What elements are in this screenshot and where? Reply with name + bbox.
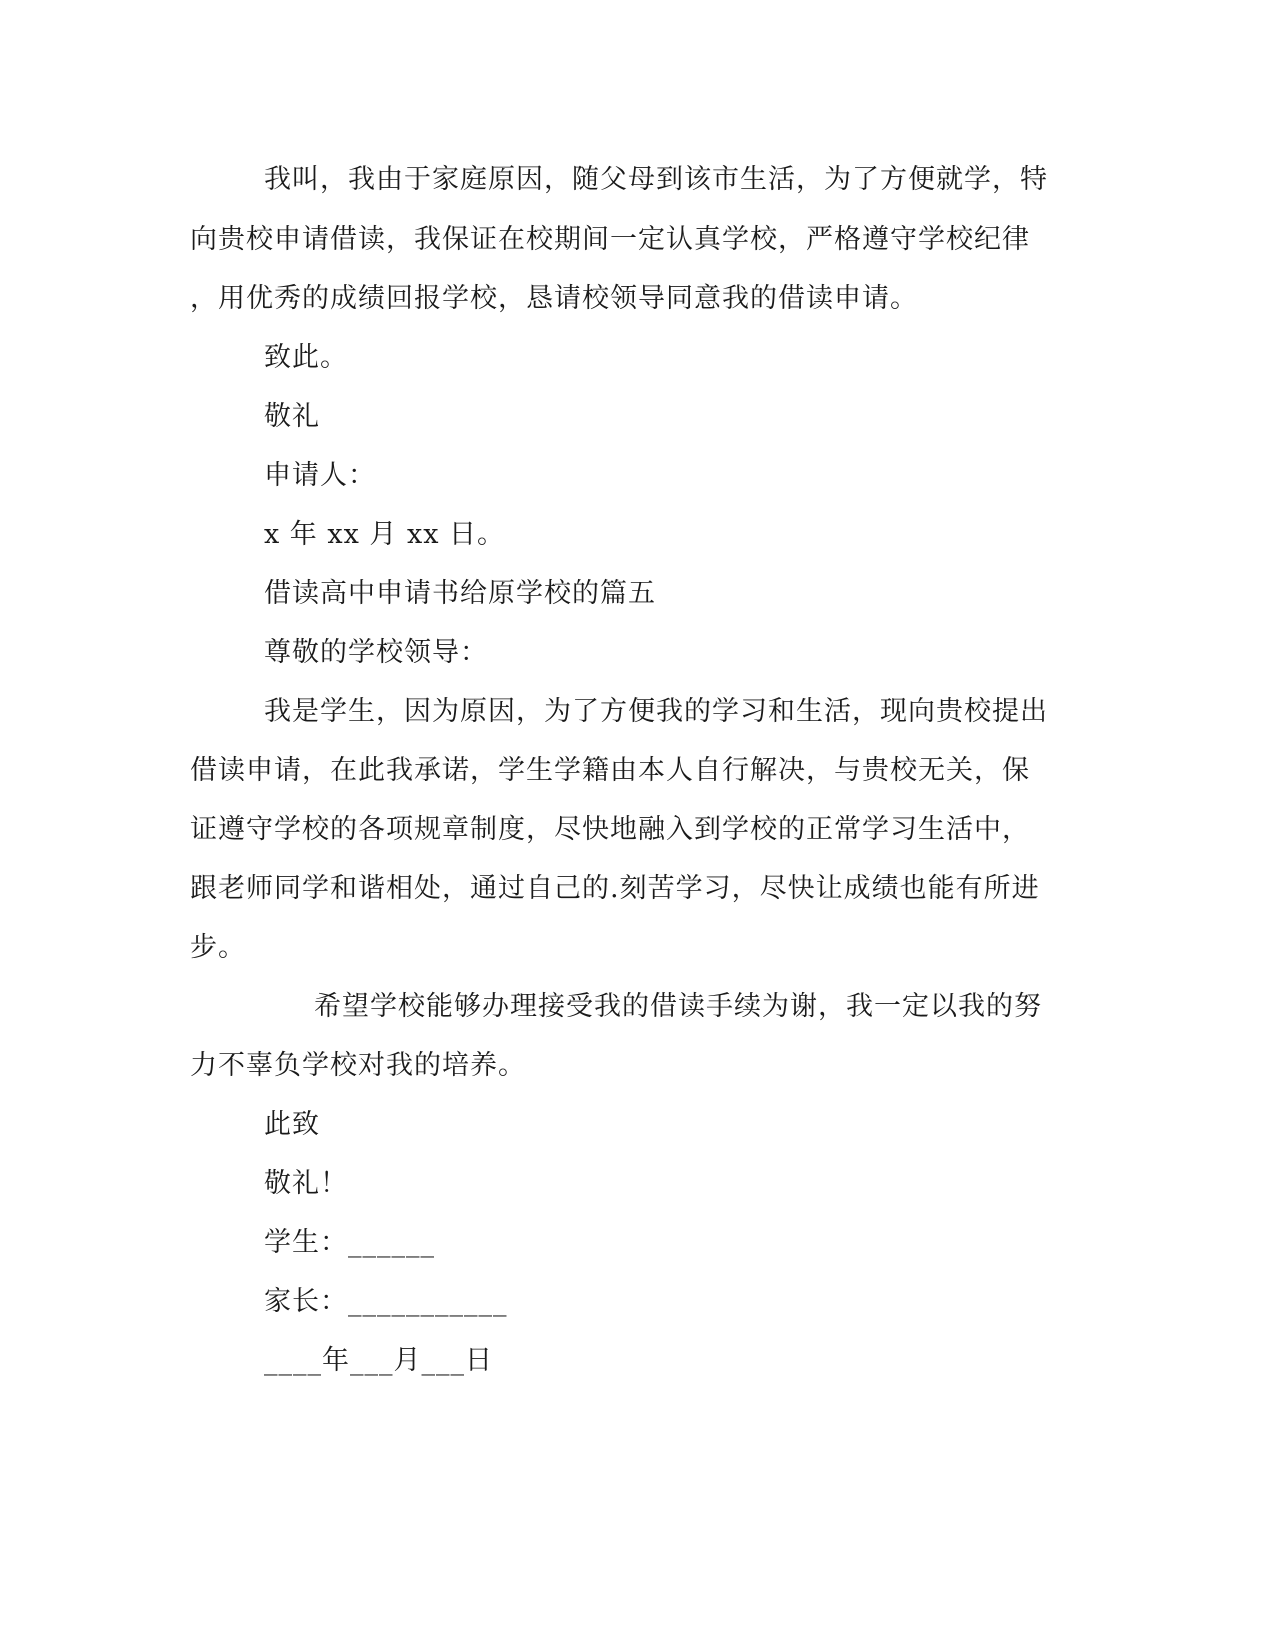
closing-jingli: 敬礼 [264,401,320,432]
blank-date-line: ____年___月___日 [264,1345,493,1376]
applicant-label: 申请人： [264,460,376,491]
paragraph-3-line-1: 希望学校能够办理接受我的借读手续为谢，我一定以我的努 [314,991,1042,1022]
closing-jingli-2: 敬礼！ [264,1168,348,1199]
paragraph-1-line-1: 我叫，我由于家庭原因，随父母到该市生活，为了方便就学，特 [264,164,1048,195]
salutation: 尊敬的学校领导： [264,637,488,668]
closing-cizhi: 此致 [264,1109,320,1140]
paragraph-2-line-5: 步。 [190,932,246,963]
section-title: 借读高中申请书给原学校的篇五 [264,578,656,609]
student-signature-line: 学生：______ [264,1227,435,1258]
paragraph-1-line-2: 向贵校申请借读，我保证在校期间一定认真学校，严格遵守学校纪律 [190,224,1030,255]
paragraph-1-line-3: ，用优秀的成绩回报学校，恳请校领导同意我的借读申请。 [190,283,918,314]
paragraph-2-line-3: 证遵守学校的各项规章制度，尽快地融入到学校的正常学习生活中， [190,814,1030,845]
paragraph-3-line-2: 力不辜负学校对我的培养。 [190,1050,526,1081]
paragraph-2-line-4: 跟老师同学和谐相处，通过自己的.刻苦学习，尽快让成绩也能有所进 [190,873,1040,904]
paragraph-2-line-2: 借读申请，在此我承诺，学生学籍由本人自行解决，与贵校无关，保 [190,755,1030,786]
closing-zhici: 致此。 [264,342,348,373]
date-line: x 年 xx 月 xx 日。 [264,519,506,550]
paragraph-2-line-1: 我是学生，因为原因，为了方便我的学习和生活，现向贵校提出 [264,696,1048,727]
parent-signature-line: 家长：___________ [264,1286,508,1317]
